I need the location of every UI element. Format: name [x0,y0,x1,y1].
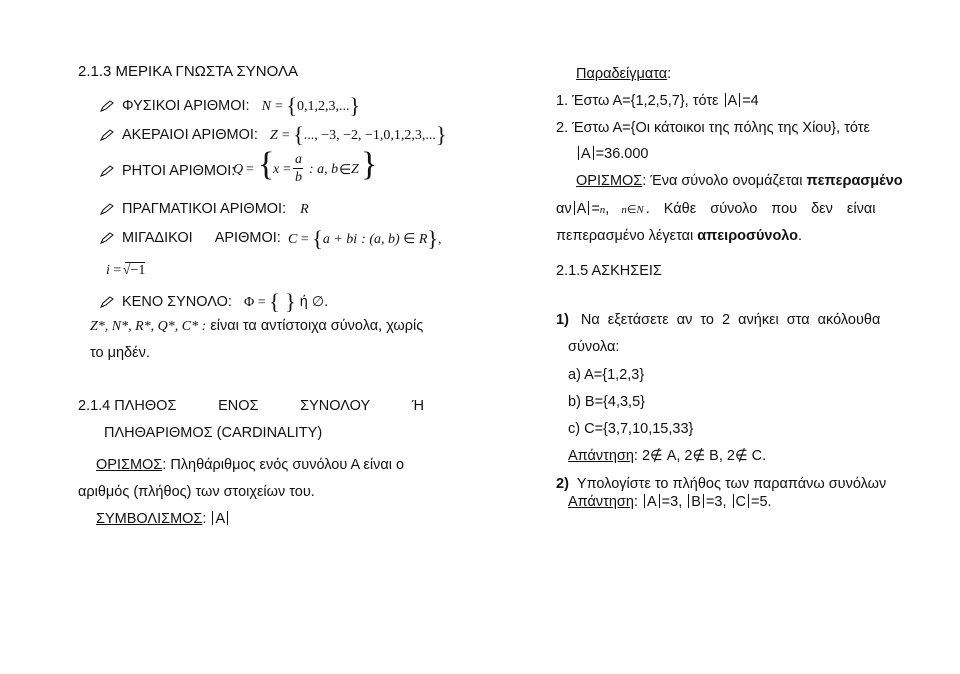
fraction-numerator: a [295,152,302,167]
finite-definition-2: αν Α =n, n∈N . Κάθε σύνολο που δεν είναι [556,201,876,217]
pencil-icon [100,296,114,308]
integer-members: ..., −3, −2, −1,0,1,2,3,... [303,127,436,143]
cardinality-definition-2: αριθμός (πλήθος) των στοιχείων του. [78,484,315,500]
pencil-icon [100,165,114,177]
answer-2: Απάντηση: Α =3, Β =3, C =5. [568,494,772,510]
real-label: ΠΡΑΓΜΑΤΙΚΟΙ ΑΡΙΘΜΟΙ: [122,201,287,217]
section-title-known-sets: 2.1.3 ΜΕΡΙΚΑ ΓΝΩΣΤΑ ΣΥΝΟΛΑ [78,63,299,80]
natural-numbers-row: ΦΥΣΙΚΟΙ ΑΡΙΘΜΟΙ: N = {0,1,2,3,...} [100,93,360,119]
question-1b: b) B={4,3,5} [568,394,645,410]
finite-definition: ΟΡΙΣΜΟΣ: Ένα σύνολο ονομάζεται πεπερασμένο [576,173,903,189]
pencil-icon [100,232,114,244]
empty-set-row: ΚΕΝΟ ΣΥΝΟΛΟ: Φ = { } ή ∅. [100,289,328,315]
real-symbol: R [300,202,309,217]
left-column: 2.1.3 ΜΕΡΙΚΑ ΓΝΩΣΤΑ ΣΥΝΟΛΑ ΦΥΣΙΚΟΙ ΑΡΙΘΜΟΙ: N = {0,1,2,3,...} ΑΚΕΡΑΙΟΙ ΑΡΙΘΜΟΙ: Z = {..., −3, −2, −1,0,1,2,3,...} ΡΗΤΟΙ ΑΡΙΘΜΟΙ: Q = { x = a b : a, b ∈ Z } ΠΡΑΓΜΑΤΙΚΟΙ ΑΡΙΘΜΟΙ: R ΜΙΓΑΔΙΚΟΙ ΑΡΙΘΜΟΙ: C = {a + bi : (a, b) ∈ R}, i = √−1 ΚΕΝΟ ΣΥΝΟΛΟ: Φ = { } ή ∅. Z*, N*, R*, Q*, C* : είναι τα αντίστοιχα σύνολα, χωρίς το μηδέν. 2.1.4 ΠΛΗΘΟΣ ΕΝΟΣ ΣΥΝΟΛΟΥ Ή ΠΛΗΘΑΡΙΘΜΟΣ (CARDINALITY) ΟΡΙΣΜΟΣ: Πληθάριθμος ενός συνόλου Α είναι ο αριθμός (πλήθος) των στοιχείων του. ΣΥΜΒΟΛΙΣΜΟΣ: A [78,63,447,527]
question-1-line-2: σύνολα: [568,339,620,355]
question-1c: c) C={3,7,10,15,33} [568,421,694,437]
rational-condition: : a, b [309,162,339,177]
pencil-icon [100,203,114,215]
empty-set-symbol: ∅ [311,294,325,310]
answer-1: Απάντηση: 2∉ A, 2∉ B, 2∉ C. [568,448,767,464]
natural-label: ΦΥΣΙΚΟΙ ΑΡΙΘΜΟΙ: [122,97,250,114]
integer-label: ΑΚΕΡΑΙΟΙ ΑΡΙΘΜΟΙ: [122,126,258,143]
question-1a: a) A={1,2,3} [568,367,645,383]
sqrt-expression: √−1 [122,263,146,278]
cardinality-definition: ΟΡΙΣΜΟΣ: Πληθάριθμος ενός συνόλου Α είναι ο [96,457,405,473]
integer-symbol: Z [269,127,278,143]
question-1: 1) Να εξετάσετε αν το 2 ανήκει στα ακόλουθα [556,312,881,328]
fraction-bar [293,168,303,169]
symbolism-label: ΣΥΜΒΟΛΙΣΜΟΣ [96,511,203,527]
imaginary-unit-row: i = √−1 [106,263,146,278]
natural-symbol: N [261,98,271,114]
complex-formula: C = {a + bi : (a, b) ∈ R}, [288,226,442,251]
definition-label: ΟΡΙΣΜΟΣ [96,457,163,473]
real-numbers-row [100,201,309,218]
pencil-icon [100,100,114,112]
cardinality-title: 2.1.4 ΠΛΗΘΟΣ ΕΝΟΣ ΣΥΝΟΛΟΥ Ή [78,398,424,414]
rational-numbers-label-row [100,163,235,179]
exercises-title: 2.1.5 ΑΣΚΗΣΕΙΣ [556,263,662,279]
natural-members: 0,1,2,3,... [296,98,350,114]
cardinality-symbol: ΣΥΜΒΟΛΙΣΜΟΣ: A [96,511,230,527]
pencil-icon [100,129,114,141]
complex-label-a: ΜΙΓΑΔΙΚΟΙ [122,230,193,246]
empty-set-label: ΚΕΝΟ ΣΥΝΟΛΟ: [122,293,232,310]
cardinality-title-2: ΠΛΗΘΑΡΙΘΜΟΣ (CARDINALITY) [104,425,323,441]
examples-heading: Παραδείγματα: [576,66,672,82]
rational-symbol: Q [233,162,244,177]
question-2: 2) Υπολογίστε το πλήθος των παραπάνω συνόλων [556,476,887,492]
example-1: 1. Έστω Α={1,2,5,7}, τότε Α =4 [556,93,759,109]
rational-label: ΡΗΤΟΙ ΑΡΙΘΜΟΙ: [122,163,236,179]
finite-definition-3: πεπερασμένο λέγεται απειροσύνολο. [556,228,803,244]
right-column [540,0,905,674]
example-2-result: Α =36.000 [576,146,649,162]
integer-numbers-row: ΑΚΕΡΑΙΟΙ ΑΡΙΘΜΟΙ: Z = {..., −3, −2, −1,0,1,2,3,...} [100,122,447,148]
example-2: 2. Έστω Α={Οι κάτοικοι της πόλης της Χίου}, τότε [556,120,870,136]
complex-numbers-row [100,230,281,246]
starred-sets-row: Z*, N*, R*, Q*, C* : είναι τα αντίστοιχα σύνολα, χωρίς [90,318,424,334]
complex-label-b: ΑΡΙΘΜΟΙ: [214,230,281,246]
fraction-denominator: b [295,170,302,185]
starred-sets-row-2: το μηδέν. [90,345,150,361]
